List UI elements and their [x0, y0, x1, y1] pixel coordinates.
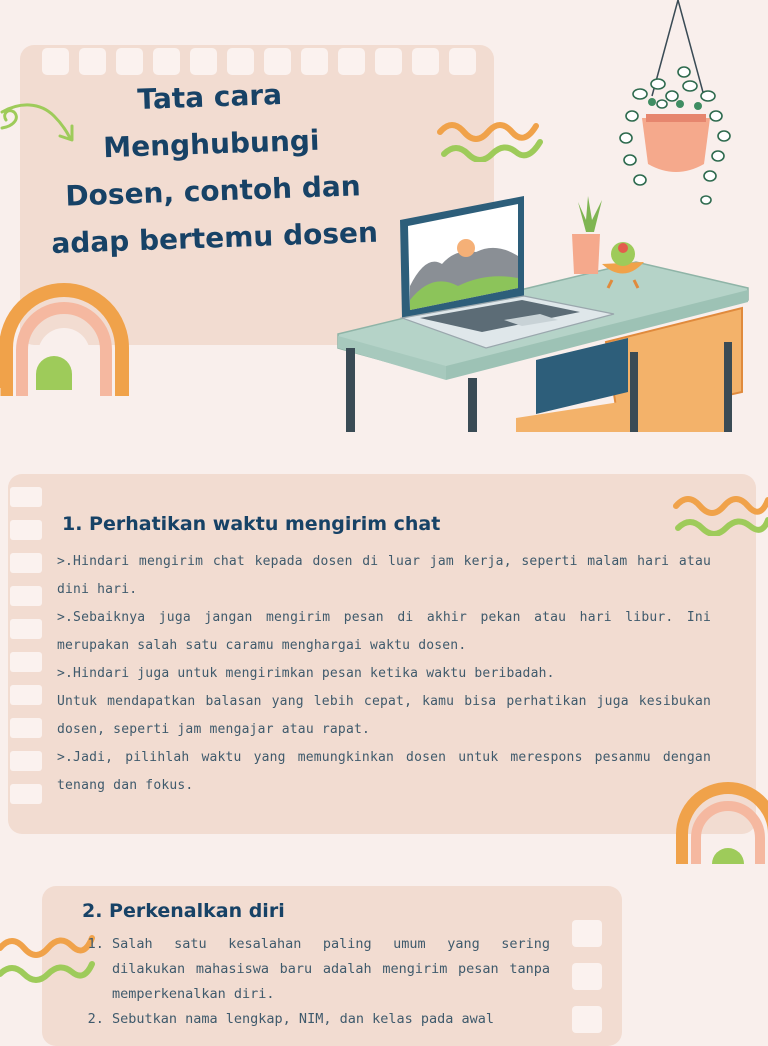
hanging-plant-illustration	[612, 0, 736, 220]
section1-body	[57, 548, 711, 800]
squiggle-decoration	[672, 484, 768, 536]
section1-title: 1. Perhatikan waktu mengirim chat	[62, 513, 441, 535]
section1-paragraph: >.Hindari mengirim chat kepada dosen di luar jam kerja, seperti malam hari atau dini hari.	[57, 554, 711, 597]
section2-title: 2. Perkenalkan diri	[82, 900, 285, 922]
film-strip-right	[572, 920, 602, 1033]
squiggle-decoration	[436, 112, 546, 162]
hero-title: Tata cara Menghubungi Dosen, contoh dan adap bertemu dosen	[50, 78, 379, 261]
rainbow-decoration	[676, 778, 768, 864]
list-item: 1. Salah satu kesalahan paling umum yang sering dilakukan mahasiswa baru adalah mengirim pesan tanpa memperkenalkan diri.	[112, 932, 550, 1007]
desk-laptop-illustration	[336, 196, 750, 432]
rainbow-decoration	[0, 278, 130, 398]
squiggle-decoration	[0, 928, 96, 984]
section1-paragraph: >.Jadi, pilihlah waktu yang memungkinkan dosen untuk merespons pesanmu dengan tenang dan fokus.	[57, 750, 711, 793]
section1-paragraph: >.Sebaiknya juga jangan mengirim pesan di akhir pekan atau hari libur. Ini merupakan salah satu caramu menghargai waktu dosen.	[57, 610, 711, 653]
list-item: 2. Sebutkan nama lengkap, NIM, dan kelas pada awal	[112, 1007, 550, 1032]
section2-list	[90, 932, 550, 1032]
film-strip-left	[10, 487, 42, 804]
section1-paragraph: >.Hindari juga untuk mengirimkan pesan ketika waktu beribadah.	[57, 666, 555, 681]
section1-paragraph: Untuk mendapatkan balasan yang lebih cepat, kamu bisa perhatikan juga kesibukan dosen, seperti jam mengajar atau rapat.	[57, 694, 711, 737]
